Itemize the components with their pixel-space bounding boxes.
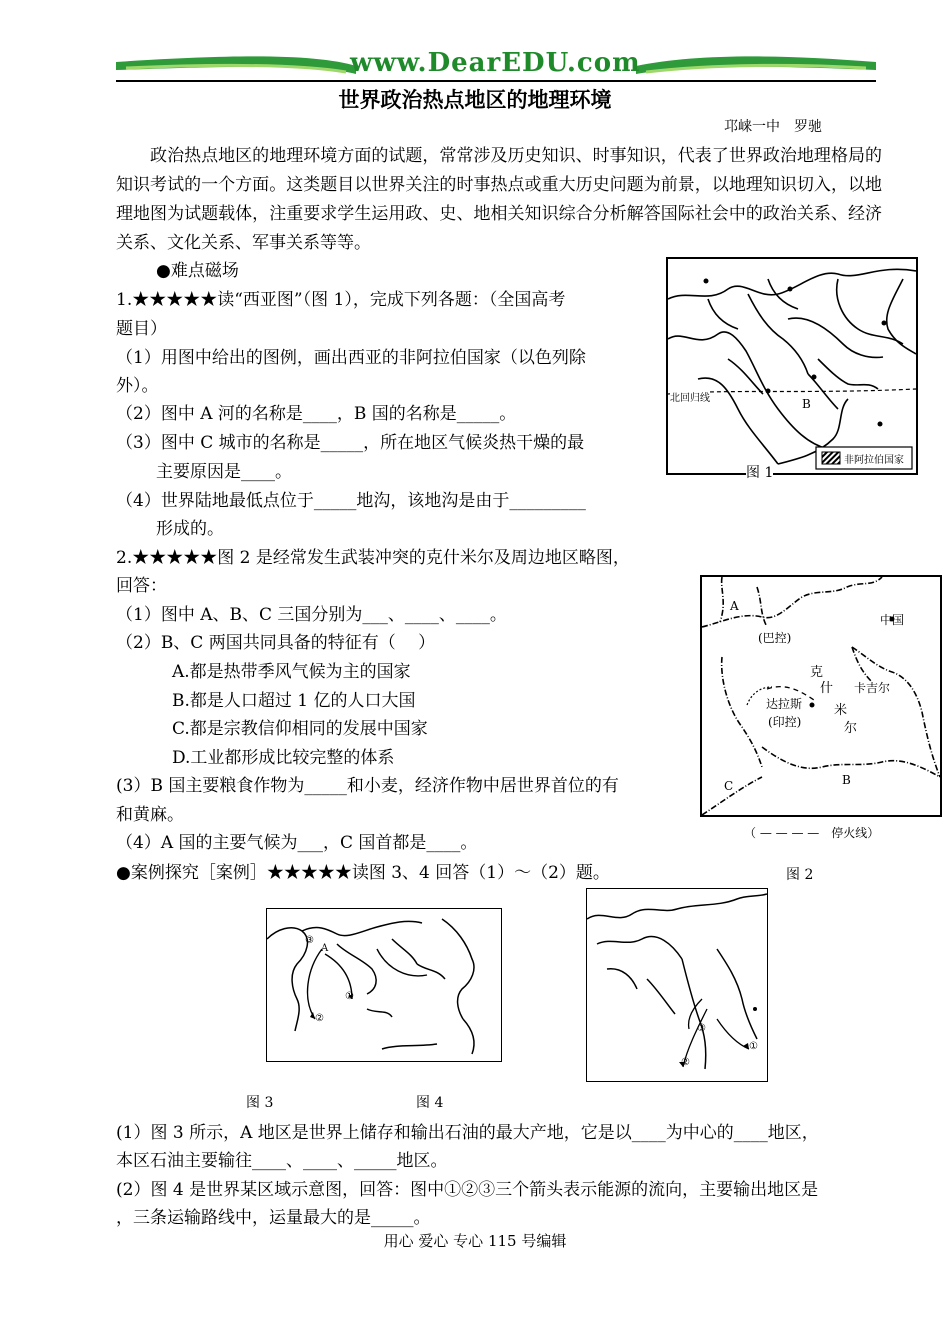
map2-label-pak-controlled: (巴控)	[758, 631, 792, 645]
case-question-2: (2）图 4 是世界某区域示意图，回答：图中①②③三个箭头表示能源的流向，主要输出地区是	[116, 1180, 819, 1200]
q2-part3: (3）B 国主要粮食作物为_____和小麦，经济作物中居世界首位的有	[116, 776, 619, 796]
case-question-1: (1）图 3 所示，A 地区是世界上储存和输出石油的最大产地，它是以____为中心的____地区，	[116, 1123, 819, 1143]
figure-3-caption: 图 3	[246, 1095, 274, 1111]
q2-option-c: C.都是宗教信仰相同的发展中国家	[172, 719, 428, 739]
figure-4-map	[586, 888, 768, 1082]
west-asia-map-drawing	[668, 259, 916, 473]
q1-stem-cont: 题目）	[116, 319, 167, 339]
q2-option-b: B.都是人口超过 1 亿的人口大国	[172, 691, 416, 711]
world-map-drawing	[267, 909, 501, 1061]
q1-part3-cont: 主要原因是____。	[156, 462, 292, 482]
page-footer: 用心 爱心 专心 115 号编辑	[383, 1232, 567, 1250]
q1-part4: （4）世界陆地最低点位于_____地沟，该地沟是由于_________	[116, 491, 586, 511]
q1-part4-cont: 形成的。	[156, 519, 224, 539]
intro-paragraph: 政治热点地区的地理环境方面的试题，常常涉及历史知识、时事知识，代表了世界政治地理格局的知识考试的一个方面。这类题目以世界关注的时事热点或重大历史问题为前景，以地理知识切入，以地理地图为试题载体，注重要求学生运用政、史、地相关知识综合分析解答国际社会中的政治关系、经济关系、文化关系、军事关系等等。	[116, 146, 882, 253]
figure-1-map	[666, 257, 918, 475]
map2-label-dalasi: 达拉斯	[766, 697, 803, 711]
ceasefire-legend: （ — — — — 停火线）	[744, 826, 880, 840]
figure-2-caption: 图 2	[786, 867, 814, 883]
region-map-drawing	[587, 889, 767, 1081]
figure-4-caption: 图 4	[416, 1095, 444, 1111]
map3-marker-2: ②	[315, 1013, 324, 1024]
case-heading: ●案例探究［案例］★★★★★读图 3、4 回答（1）～（2）题。	[116, 863, 610, 883]
figure-1-caption: 图 1	[746, 462, 773, 482]
q1-part1: （1）用图中给出的图例，画出西亚的非阿拉伯国家（以色列除	[116, 348, 586, 368]
figure-2-map	[700, 575, 942, 817]
section-heading: ●难点磁场	[156, 261, 239, 281]
case-question-1-cont: 本区石油主要输往____、____、_____地区。	[116, 1151, 448, 1171]
q2-option-a: A.都是热带季风气候为主的国家	[172, 662, 411, 682]
map4-marker-3: ③	[697, 1023, 706, 1034]
case-question-2-cont: ，三条运输路线中，运量最大的是_____。	[116, 1208, 431, 1228]
q1-part1-cont: 外）。	[116, 376, 159, 396]
map2-label-ke: 克	[810, 665, 824, 680]
q2-stem: 2.★★★★★图 2 是经常发生武装冲突的克什米尔及周边地区略图，	[116, 548, 630, 568]
map3-marker-3: ③	[305, 935, 314, 946]
tropic-label: 北回归线	[670, 389, 710, 404]
map2-label-a: A	[730, 599, 739, 613]
q2-stem-cont: 回答：	[116, 576, 167, 596]
map4-marker-2: ②	[681, 1057, 690, 1068]
map3-marker-1: ①	[345, 991, 354, 1002]
map2-label-mi: 米	[834, 703, 848, 718]
q2-part4: （4）A 国的主要气候为___，C 国首都是____。	[116, 833, 478, 853]
q2-part3-cont: 和黄麻。	[116, 805, 184, 825]
q1-stem: 1.★★★★★读“西亚图”（图 1），完成下列各题：（全国高考	[116, 290, 566, 310]
map3-label-a: A	[321, 943, 329, 954]
map-label-b: B	[802, 397, 811, 411]
map2-label-c: C	[724, 779, 734, 793]
q2-part2: （2）B、C 两国共同具备的特征有（ ）	[116, 633, 436, 653]
legend-label: 非阿拉伯国家	[844, 455, 904, 466]
map2-label-shi: 什	[820, 681, 834, 696]
map4-marker-1: ①	[749, 1041, 758, 1052]
q1-part2: （2）图中 A 河的名称是____，B 国的名称是_____。	[116, 404, 517, 424]
map2-label-er: 尔	[844, 721, 858, 736]
header-rule	[116, 80, 876, 82]
page-title: 世界政治热点地区的地理环境	[338, 87, 612, 112]
figure-3-map	[266, 908, 502, 1062]
map2-label-b: B	[842, 773, 851, 787]
map2-label-india-controlled: (印控)	[768, 715, 802, 729]
site-logo-text: www.DearEDU.com	[350, 48, 641, 78]
q2-option-d: D.工业都形成比较完整的体系	[172, 748, 395, 768]
author: 邛崃一中 罗驰	[724, 119, 822, 135]
q1-part3: （3）图中 C 城市的名称是_____，所在地区气候炎热干燥的最	[116, 433, 585, 453]
map2-label-china: 中国	[880, 613, 905, 627]
map2-label-kargil: 卡吉尔	[854, 681, 891, 695]
q2-part1: （1）图中 A、B、C 三国分别为___、____、____。	[116, 605, 507, 625]
